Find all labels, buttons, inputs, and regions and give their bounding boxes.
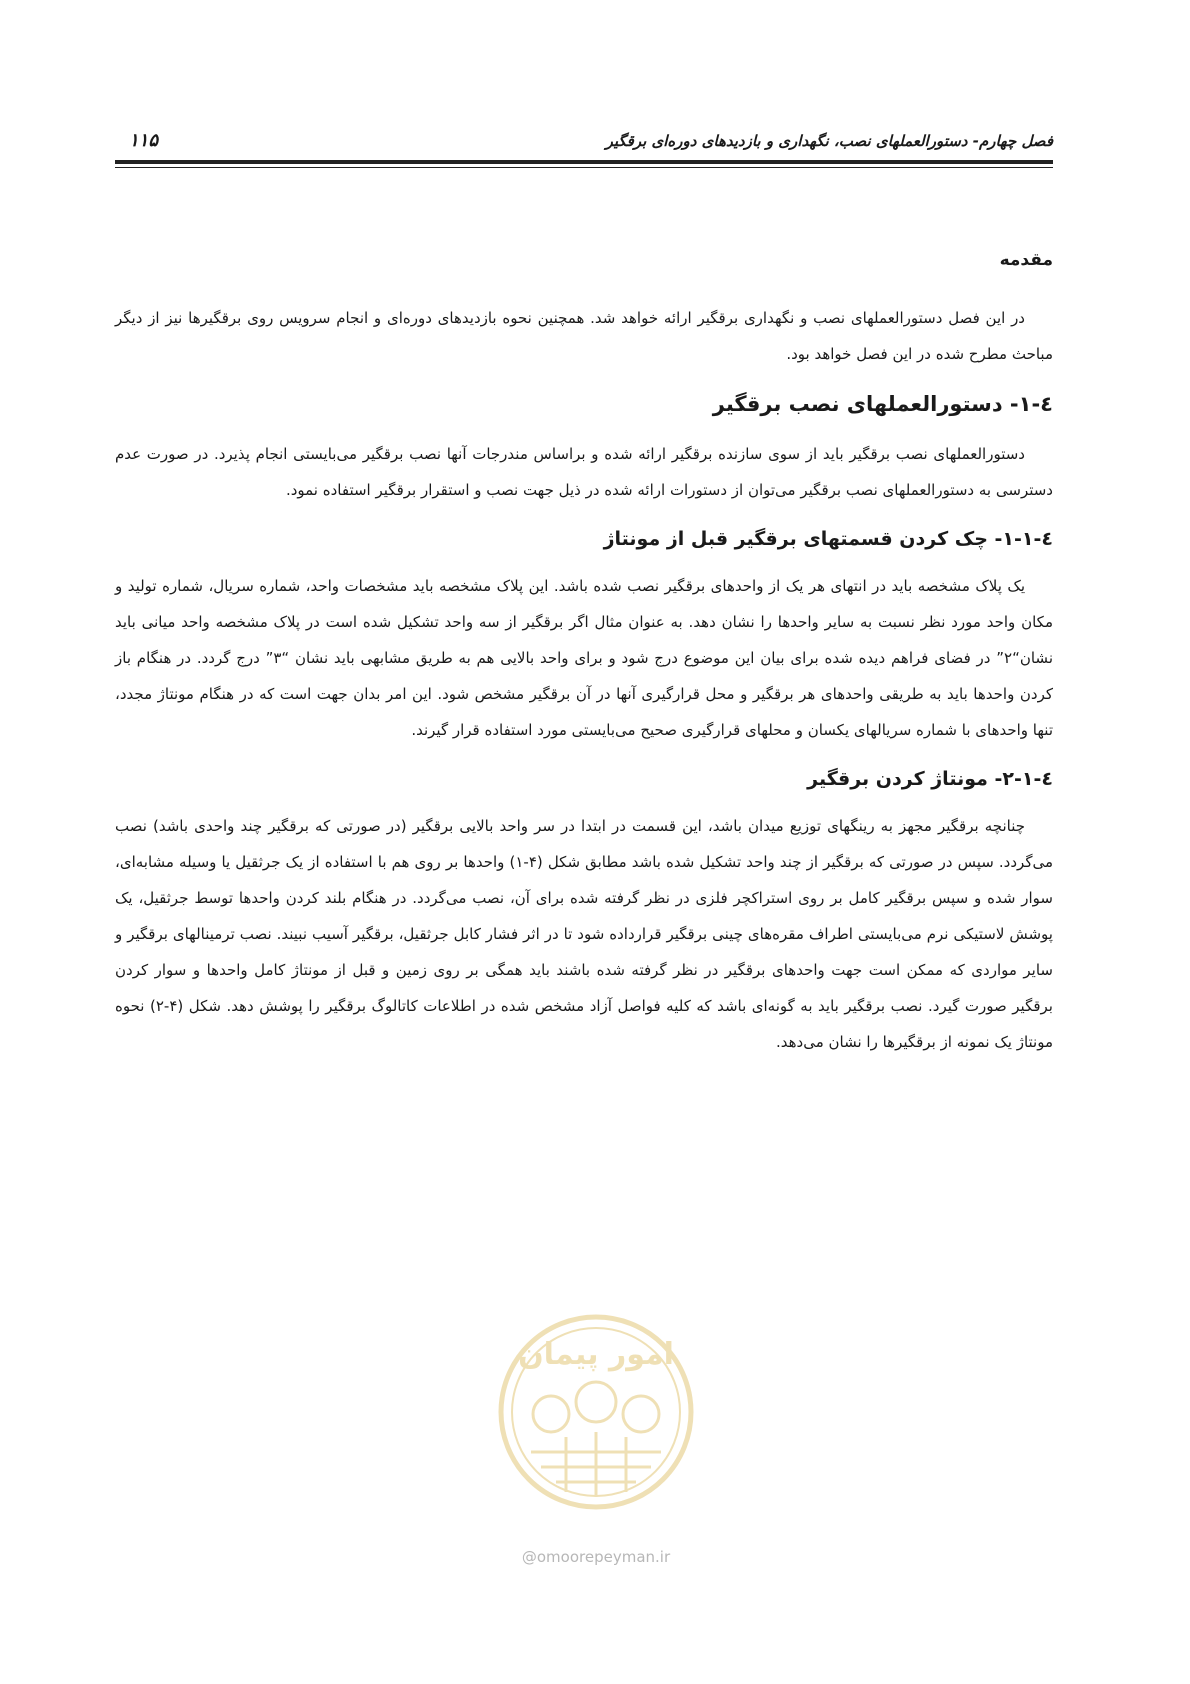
page-header <box>115 128 1053 158</box>
running-title: فصل چهارم- دستورالعملهای نصب، نگهداری و بازدیدهای دوره‌ای برقگیر <box>605 132 1053 150</box>
intro-paragraph: در این فصل دستورالعملهای نصب و نگهداری برقگیر ارائه خواهد شد. همچنین نحوه بازدیدهای دوره‌ای و انجام سرویس روی برقگیرها نیز از دیگر مباحث مطرح شده در این فصل خواهد بود. <box>115 309 1053 363</box>
page-number: ۱۱۵ <box>129 130 159 151</box>
subsection-heading-4-1-2: ٤-١-٢- مونتاژ کردن برقگیر <box>807 768 1053 790</box>
watermark-logo <box>496 1302 696 1552</box>
intro-heading: مقدمه <box>999 250 1053 270</box>
section-paragraph-4-1: دستورالعملهای نصب برقگیر باید از سوی سازنده برقگیر ارائه شده و براساس مندرجات آنها نصب برقگیر می‌بایستی انجام پذیرد. در صورت عدم دسترسی به دستورالعملهای نصب برقگیر می‌توان از دستورات ارائه شده در ذیل جهت نصب و استقرار برقگیر استفاده نمود. <box>115 445 1053 499</box>
watermark-url: @omoorepeyman.ir <box>521 1548 671 1566</box>
header-rule-thick <box>115 160 1053 164</box>
section-heading-4-1: ٤-١- دستورالعملهای نصب برقگیر <box>712 392 1053 416</box>
svg-text:امور پیمان: امور پیمان <box>518 1337 674 1372</box>
subsection-heading-4-1-1: ٤-١-١- چک کردن قسمتهای برقگیر قبل از مونتاژ <box>603 528 1053 550</box>
page-content <box>115 250 1053 1080</box>
subsection-paragraph-4-1-1: یک پلاک مشخصه باید در انتهای هر یک از واحدهای برقگیر نصب شده باشد. این پلاک مشخصه باید مشخصات واحد، شماره سریال، شماره تولید و مکان واحد مورد نظر نسبت به سایر واحدها را نشان دهد. به عنوان مثال اگر برقگیر از سه واحد تشکیل شده است در پلاک مشخصه واحد میانی باید نشان“٢” در فضای فراهم دیده شده برای بیان این موضوع درج شود و برای واحد بالایی هم به طریق مشابهی باید نشان “٣” درج گردد. در هنگام باز کردن واحدها باید به طریقی واحدهای هر برقگیر و محل قرارگیری آنها در آن برقگیر مشخص شود. این امر بدان جهت است که در هنگام مونتاژ مجدد، تنها واحدهای با شماره سریالهای یکسان و محلهای قرارگیری صحیح می‌بایستی مورد استفاده قرار گیرند. <box>115 577 1053 739</box>
header-rule-thin <box>115 167 1053 168</box>
subsection-paragraph-4-1-2: چنانچه برقگیر مجهز به رینگهای توزیع میدان باشد، این قسمت در ابتدا در سر واحد بالایی برقگیر (در صورتی که برقگیر چند واحدی باشد) نصب می‌گردد. سپس در صورتی که برقگیر از چند واحد تشکیل شده باشد مطابق شکل (۴-۱) واحدها بر روی هم با استفاده از یک جرثقیل یا وسیله مشابه‌ای، سوار شده و سپس برقگیر کامل بر روی استراکچر فلزی در نظر گرفته شده برای آن، نصب می‌گردد. در هنگام بلند کردن واحدها توسط جرثقیل، یک پوشش لاستیکی نرم می‌بایستی اطراف مقره‌های چینی برقگیر قرارداده شود تا در اثر فشار کابل جرثقیل، برقگیر آسیب نبیند. نصب ترمینالهای برقگیر و سایر مواردی که ممکن است جهت واحدهای برقگیر در نظر گرفته شده باشند باید همگی بر روی زمین و قبل از مونتاژ کامل واحدها و سوار کردن برقگیر صورت گیرد. نصب برقگیر باید به گونه‌ای باشد که کلیه فواصل آزاد مشخص شده در اطلاعات کاتالوگ برقگیر را پوشش دهد. شکل (۴-۲) نحوه مونتاژ یک نمونه از برقگیرها را نشان می‌دهد. <box>115 817 1053 1051</box>
